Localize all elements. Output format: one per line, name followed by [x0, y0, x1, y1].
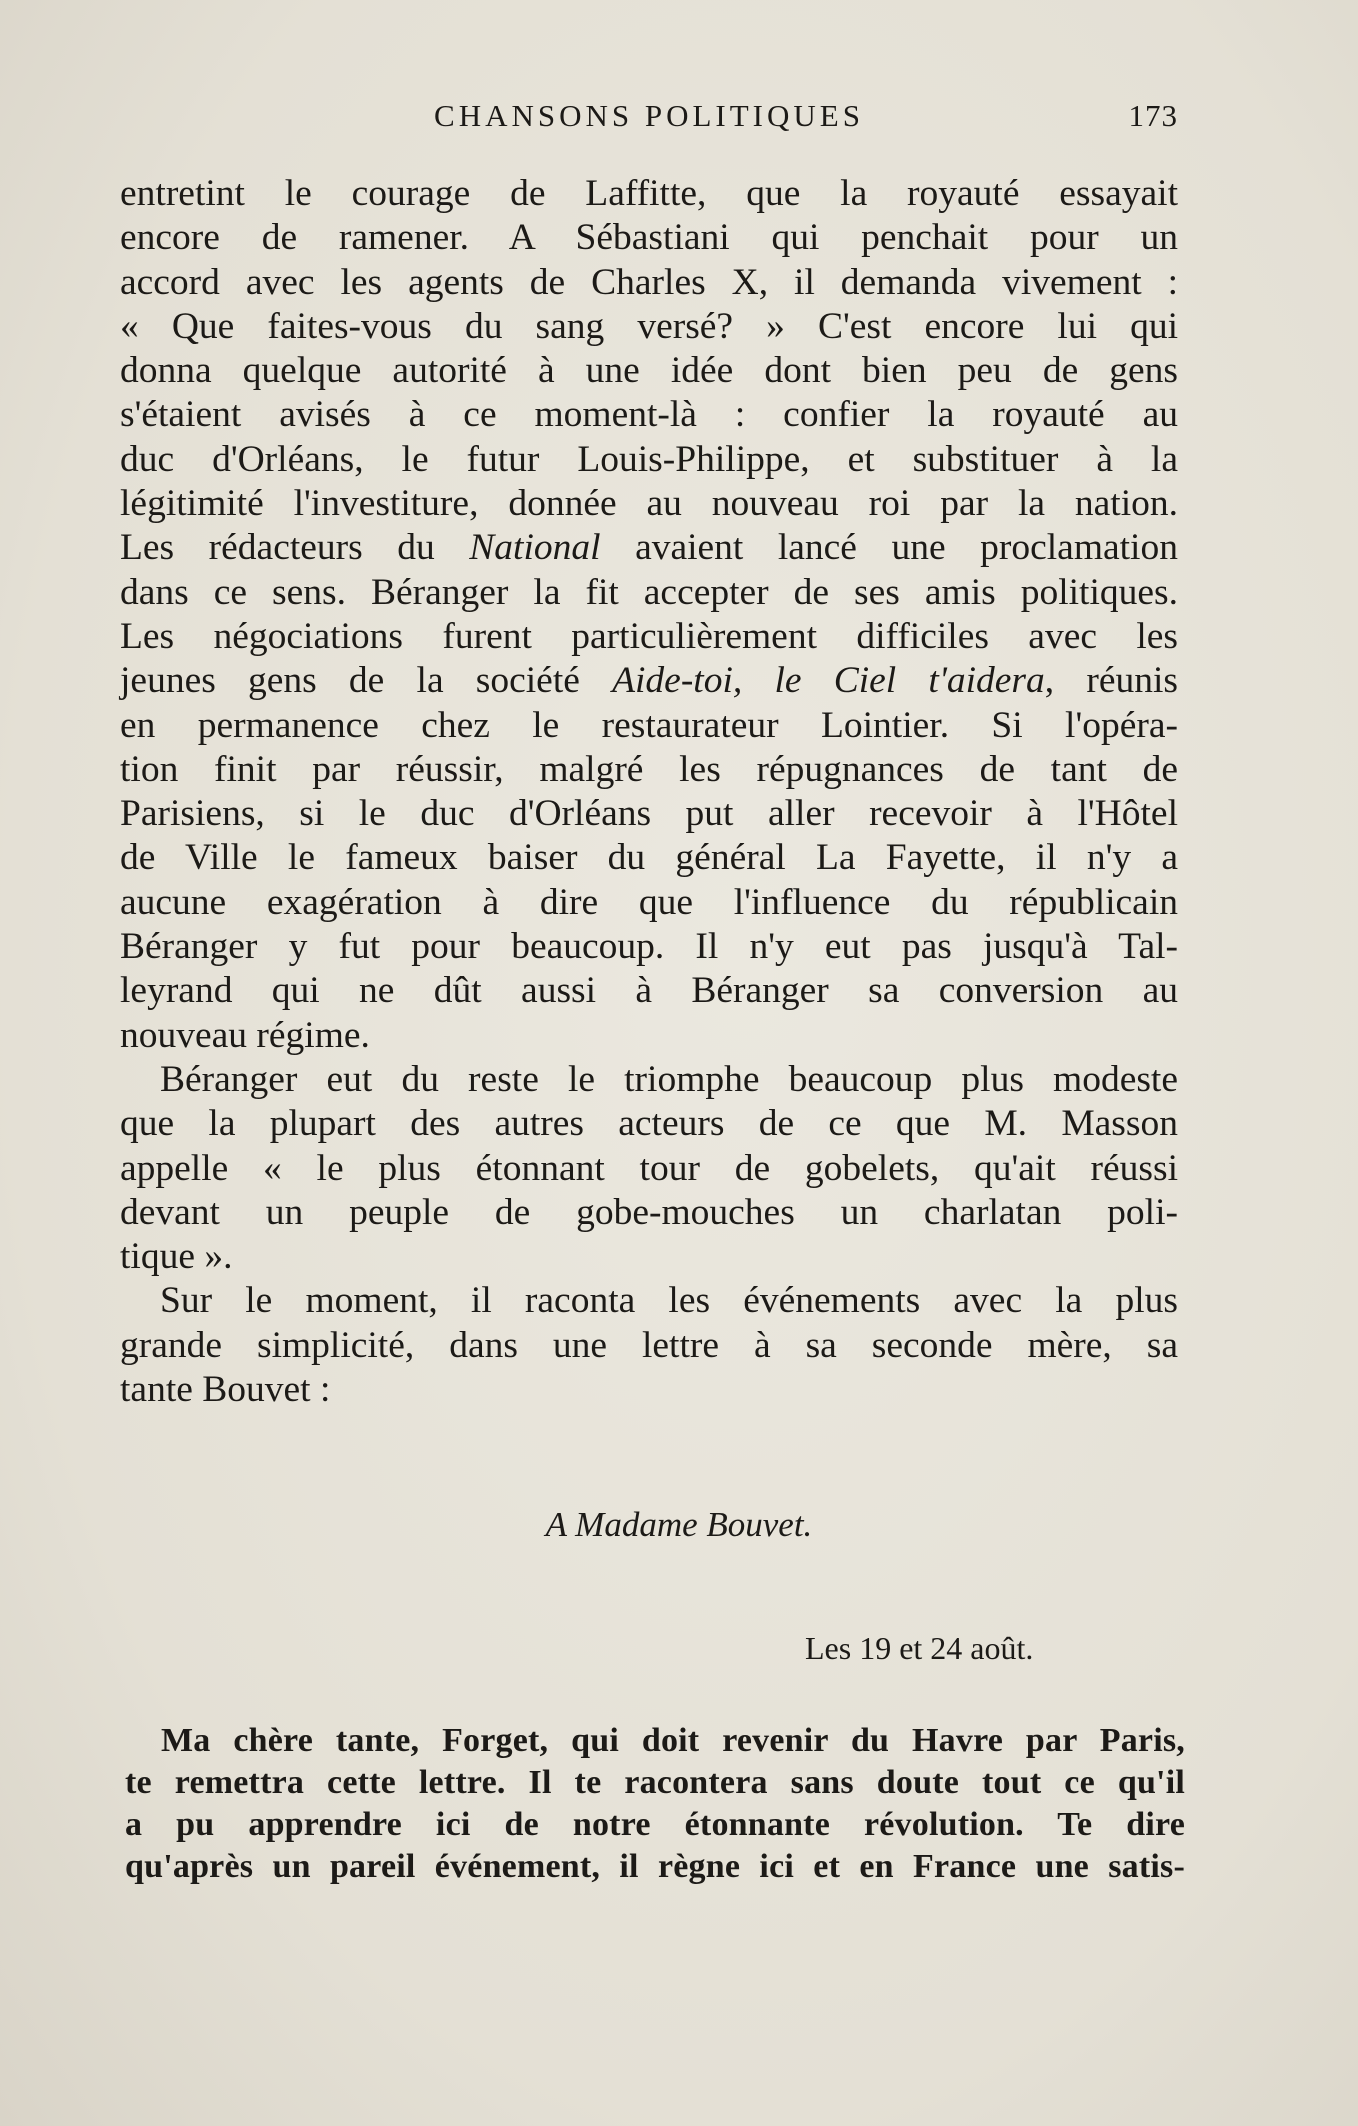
- text-line: en permanence chez le restaurateur Lointier. Si l'opéra-: [120, 704, 1178, 746]
- text-segment: Les rédacteurs du: [120, 527, 470, 569]
- letter-line: qu'après un pareil événement, il règne ici et en France une satis-: [125, 1848, 1185, 1885]
- text-line: entretint le courage de Laffitte, que la royauté essayait: [120, 173, 1178, 214]
- text-line: que la plupart des autres acteurs de ce que M. Masson: [120, 1103, 1178, 1145]
- text-line: de Ville le fameux baiser du général La Fayette, il n'y a: [120, 837, 1178, 879]
- text-line: accord avec les agents de Charles X, il demanda vivement :: [120, 261, 1178, 303]
- page-number: 173: [1128, 98, 1178, 133]
- text-line: grande simplicité, dans une lettre à sa seconde mère, sa: [120, 1324, 1178, 1366]
- text-line: [120, 526, 1178, 570]
- letter-line: a pu apprendre ici de notre étonnante révolution. Te dire: [125, 1806, 1185, 1843]
- text-line: appelle « le plus étonnant tour de gobelets, qu'ait réussi: [120, 1147, 1178, 1189]
- text-line: devant un peuple de gobe-mouches un charlatan poli-: [120, 1191, 1178, 1233]
- running-head: CHANSONS POLITIQUES: [434, 98, 864, 133]
- letter-text: [125, 1720, 1185, 1888]
- text-line: nouveau régime.: [120, 1014, 370, 1056]
- text-line: donna quelque autorité à une idée dont bien peu de gens: [120, 350, 1178, 392]
- text-segment: jeunes gens de la société: [120, 660, 613, 702]
- text-line: Béranger eut du reste le triomphe beaucoup plus modeste: [160, 1058, 1178, 1100]
- text-line: « Que faites-vous du sang versé? » C'est encore lui qui: [120, 305, 1178, 347]
- text-segment: , réunis: [1044, 660, 1178, 702]
- letter-line: Ma chère tante, Forget, qui doit revenir du Havre par Paris,: [161, 1722, 1185, 1759]
- text-line: duc d'Orléans, le futur Louis-Philippe, et substituer à la: [120, 438, 1178, 480]
- text-line: s'étaient avisés à ce moment-là : confier la royauté au: [120, 394, 1178, 436]
- text-line: Parisiens, si le duc d'Orléans put aller recevoir à l'Hôtel: [120, 793, 1178, 835]
- text-line: encore de ramener. A Sébastiani qui penchait pour un: [120, 217, 1178, 259]
- text-line: aucune exagération à dire que l'influence du républicain: [120, 881, 1178, 923]
- letter-line: te remettra cette lettre. Il te racontera sans doute tout ce qu'il: [125, 1764, 1185, 1801]
- page-header: [120, 92, 1178, 142]
- newspaper-title: National: [469, 527, 601, 569]
- society-name: Aide-toi, le Ciel t'aidera: [612, 660, 1045, 702]
- text-line: légitimité l'investiture, donnée au nouveau roi par la nation.: [120, 483, 1178, 525]
- text-line: Béranger y fut pour beaucoup. Il n'y eut pas jusqu'à Tal-: [120, 926, 1178, 968]
- main-text: [120, 172, 1178, 1412]
- text-line: leyrand qui ne dût aussi à Béranger sa conversion au: [120, 970, 1178, 1012]
- text-line: [120, 659, 1178, 703]
- text-line: tique ».: [120, 1236, 233, 1278]
- letter-date: Les 19 et 24 août.: [805, 1630, 1034, 1666]
- text-line: tante Bouvet :: [120, 1369, 331, 1411]
- text-line: Sur le moment, il raconta les événements avec la plus: [160, 1280, 1178, 1322]
- text-segment: avaient lancé une proclamation: [600, 527, 1178, 569]
- text-line: dans ce sens. Béranger la fit accepter de ses amis politiques.: [120, 571, 1178, 613]
- text-line: Les négociations furent particulièrement difficiles avec les: [120, 615, 1178, 657]
- text-line: tion finit par réussir, malgré les répugnances de tant de: [120, 748, 1178, 790]
- letter-addressee: A Madame Bouvet.: [545, 1505, 813, 1544]
